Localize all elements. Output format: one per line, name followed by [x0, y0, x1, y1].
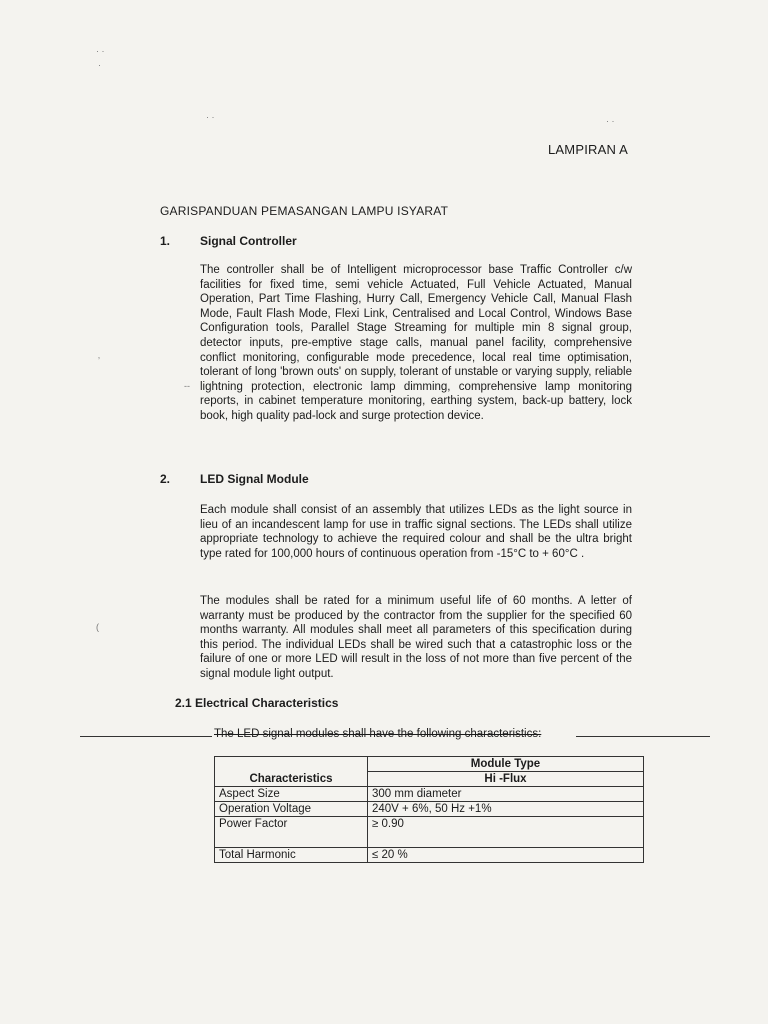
table-row — [215, 787, 644, 802]
table-cell-name: Total Harmonic — [215, 848, 368, 863]
section-1-title: Signal Controller — [200, 234, 297, 248]
section-2-paragraph-2: The modules shall be rated for a minimum useful life of 60 months. A letter of warranty must be produced by the contractor from the supplier for the specified 60 months warranty. All modules shall meet all parameters of this specification during this period. The individual LEDs shall be wired such that a catastrophic loss or the failure of one or more LED will result in the loss of not more than five percent of the signal module light output. — [200, 595, 632, 680]
scan-speck: · — [98, 60, 101, 70]
document-title: GARISPANDUAN PEMASANGAN LAMPU ISYARAT — [160, 204, 449, 218]
table-cell-value: 300 mm diameter — [368, 787, 644, 802]
table-cell-value: 240V + 6%, 50 Hz +1% — [368, 802, 644, 817]
table-header-module-type: Module Type — [368, 757, 644, 772]
table-cell-value: ≥ 0.90 — [368, 817, 644, 848]
table-header-characteristics: Characteristics — [215, 772, 368, 787]
left-rule — [80, 736, 212, 737]
scan-speck: · · — [96, 46, 105, 56]
table-row — [215, 802, 644, 817]
table-header-hi-flux: Hi -Flux — [368, 772, 644, 787]
table-row — [215, 817, 644, 848]
scan-speck: -- — [184, 381, 190, 391]
section-2-number: 2. — [160, 472, 171, 486]
table-row — [215, 848, 644, 863]
subsection-intro-line — [80, 728, 710, 742]
table-header-empty — [215, 757, 368, 772]
section-1-paragraph: The controller shall be of Intelligent microprocessor base Traffic Controller c/w facilities for fixed time, semi vehicle Actuated, Full Vehicle Actuated, Manual Operation, Part Time Flashing, Hurry Call, Emergency Vehicle Call, Manual Flash Mode, Fault Flash Mode, Flexi Link, Centralised and Local Control, Windows Base Configuration tools, Parallel Stage Streaming for multiple min 8 signal group, detector inputs, pre-emptive stage calls, manual panel facility, comprehensive conflict monitoring, configurable mode precedence, local real time optimisation, tolerant of long 'brown outs' on supply, tolerant of unstable or varying supply, reliable lightning protection, electronic lamp dimming, comprehensive lamp monitoring reports, in cabinet temperature monitoring, earthing system, back-up battery, lock book, high quality pad-lock and surge protection device. — [200, 264, 632, 422]
right-rule — [576, 736, 710, 737]
scan-speck: · · — [206, 112, 215, 122]
section-2-paragraph-1: Each module shall consist of an assembly that utilizes LEDs as the light source in lieu of an incandescent lamp for use in traffic signal sections. The LEDs shall utilize appropriate technology to achieve the required colour and shall be the ultra bright type rated for 100,000 hours of continuous operation from -15°C to + 60°C . — [200, 504, 632, 560]
table-cell-name: Power Factor — [215, 817, 368, 848]
section-1-number: 1. — [160, 234, 171, 248]
table-cell-value: ≤ 20 % — [368, 848, 644, 863]
subsection-intro: The LED signal modules shall have the following characteristics: — [214, 728, 542, 740]
scan-speck: · · — [606, 116, 615, 126]
subsection-title: 2.1 Electrical Characteristics — [175, 696, 339, 710]
annex-label: LAMPIRAN A — [548, 142, 629, 157]
section-2-title: LED Signal Module — [200, 472, 309, 486]
characteristics-table — [214, 756, 644, 863]
scan-speck: ʼ — [98, 356, 100, 366]
scan-speck: ( — [96, 622, 99, 632]
table-header-row-2 — [215, 772, 644, 787]
table-header-row-1 — [215, 757, 644, 772]
table-cell-name: Aspect Size — [215, 787, 368, 802]
table-cell-name: Operation Voltage — [215, 802, 368, 817]
